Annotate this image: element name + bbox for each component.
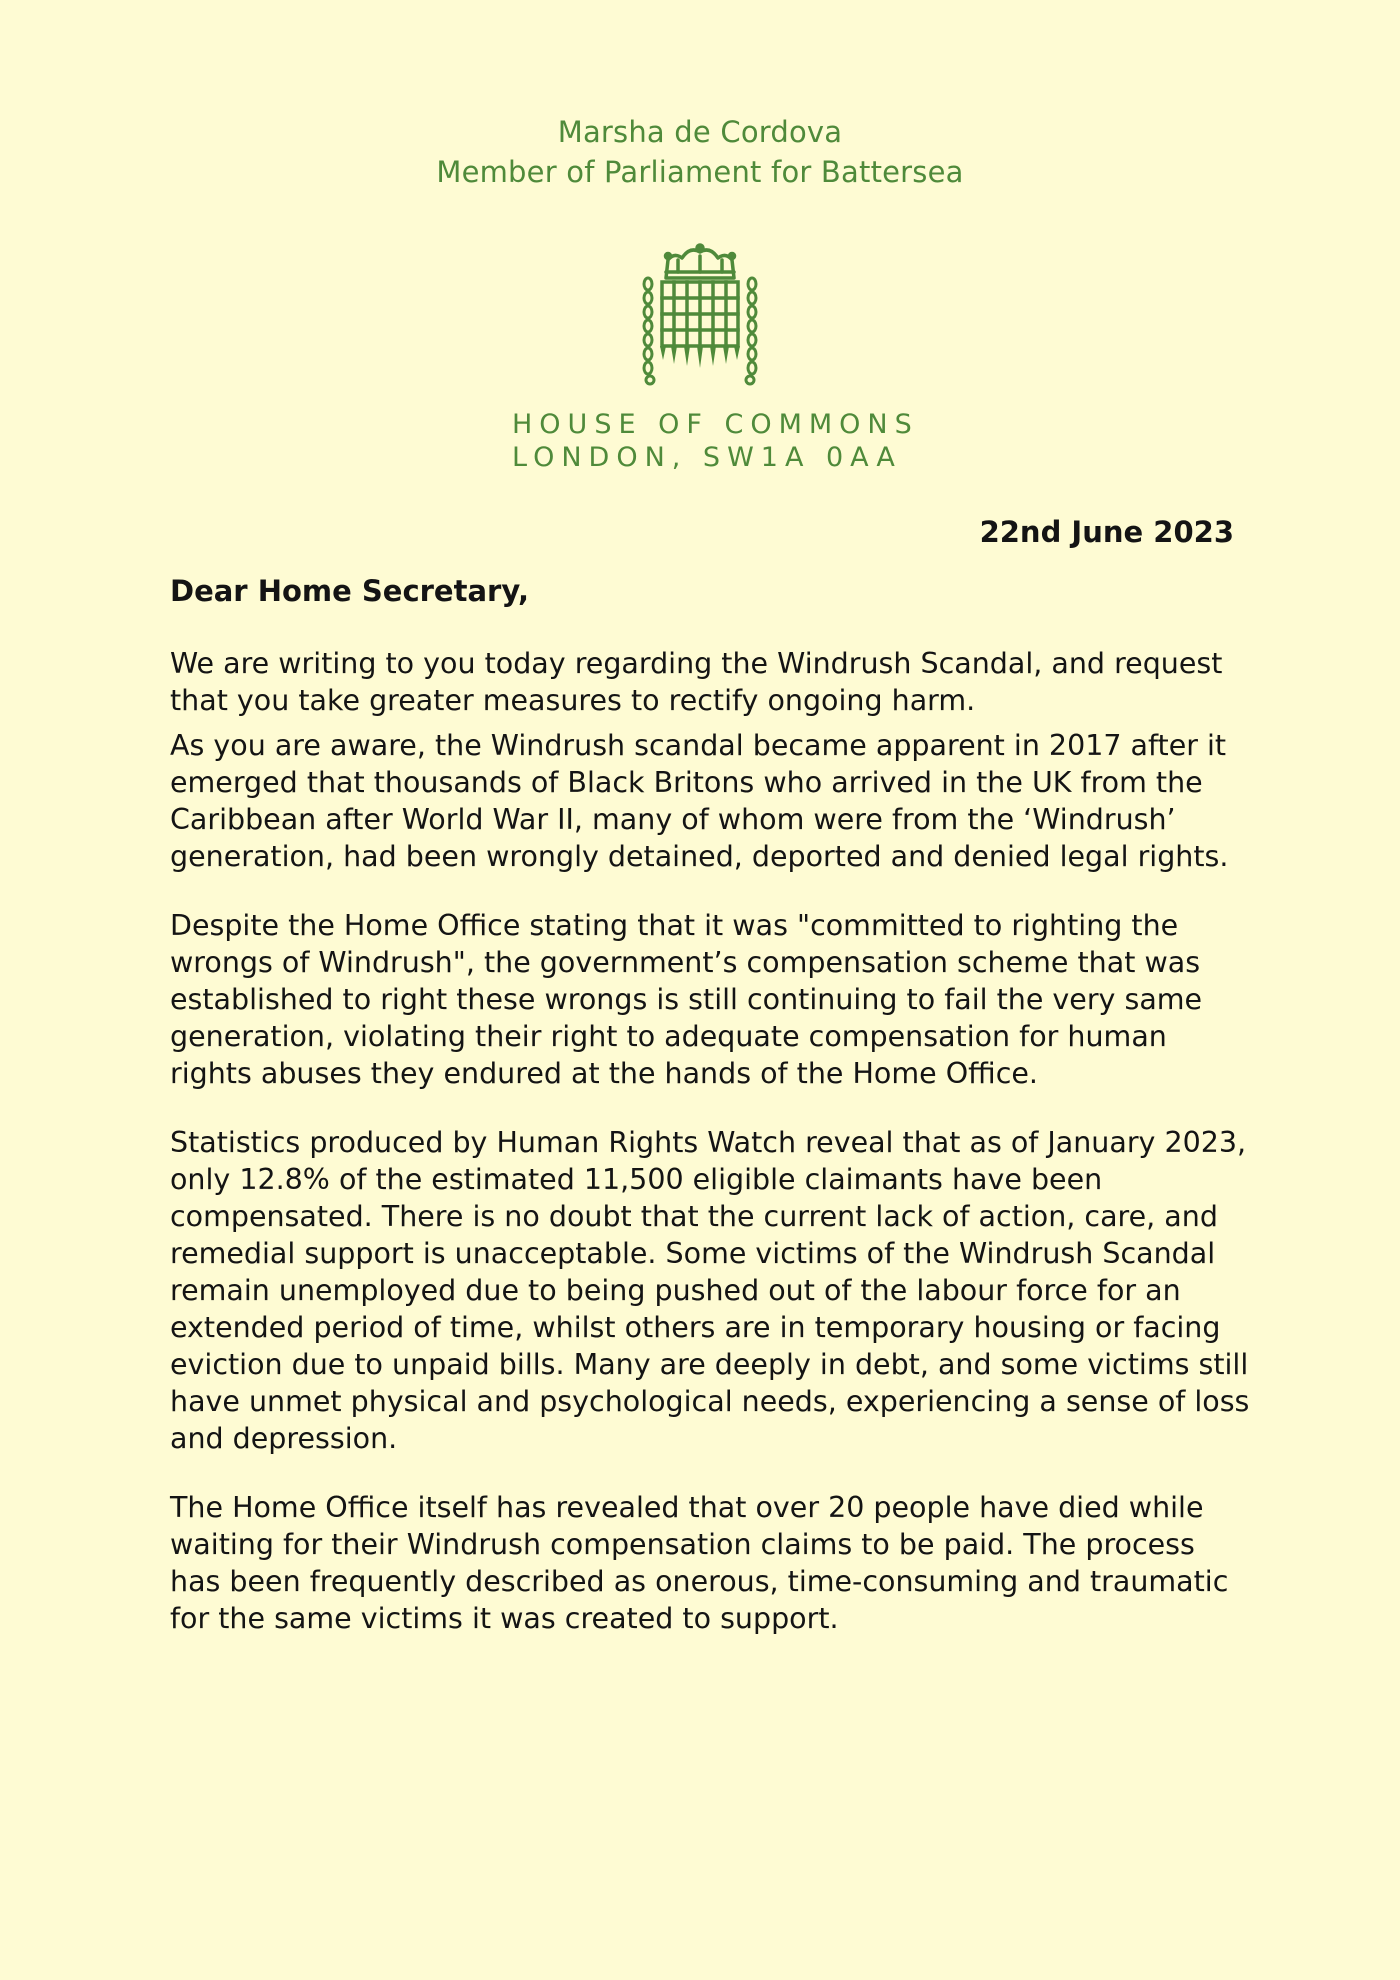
paragraph-background: As you are aware, the Windrush scandal became apparent in 2017 after it emerged that thousands of Black Britons who arrived in the UK from the Caribbean after World War II, many of whom were from the ‘Windrush’ generation, had been wrongly detained, deported and denied legal rights. [170,729,1229,873]
paragraph-statistics: Statistics produced by Human Rights Watch reveal that as of January 2023, only 12.8% of the estimated 11,500 eligible claimants have been compensated. There is no doubt that the current lack of action, care, and remedial support is unacceptable. Some victims of the Windrush Scandal remain unemployed due to being pushed out of the labour force for an extended period of time, whilst others are in temporary housing or facing eviction due to unpaid bills. Many are deeply in debt, and some victims still have unmet physical and psychological needs, experiencing a sense of loss and depression. [170,1126,1250,1455]
paragraph-intro: We are writing to you today regarding the Windrush Scandal, and request that you take greater measures to rectify ongoing harm. [170,647,1223,717]
letterhead-address [512,408,919,474]
mp-name: Marsha de Cordova [557,115,843,149]
address-line-1: HOUSE OF COMMONS [512,409,919,440]
portcullis-icon [638,242,762,386]
salutation: Dear Home Secretary, [170,574,530,608]
letterhead [0,112,1400,386]
paragraph-deaths: The Home Office itself has revealed that over 20 people have died while waiting for their Windrush compensation claims to be paid. The process has been frequently described as onerous, time-consuming and traumatic for the same victims it was created to support. [170,1491,1229,1635]
letter-date: 22nd June 2023 [979,515,1234,549]
mp-constituency: Member of Parliament for Battersea [436,155,964,189]
letter-body [170,645,1250,1637]
address-line-2: LONDON, SW1A 0AA [512,442,902,473]
paragraph-compensation-scheme: Despite the Home Office stating that it was "committed to righting the wrongs of Windrush", the government’s compensation scheme that was established to right these wrongs is still continuing to fail the very same generation, violating their right to adequate compensation for human rights abuses they endured at the hands of the Home Office. [170,909,1203,1090]
